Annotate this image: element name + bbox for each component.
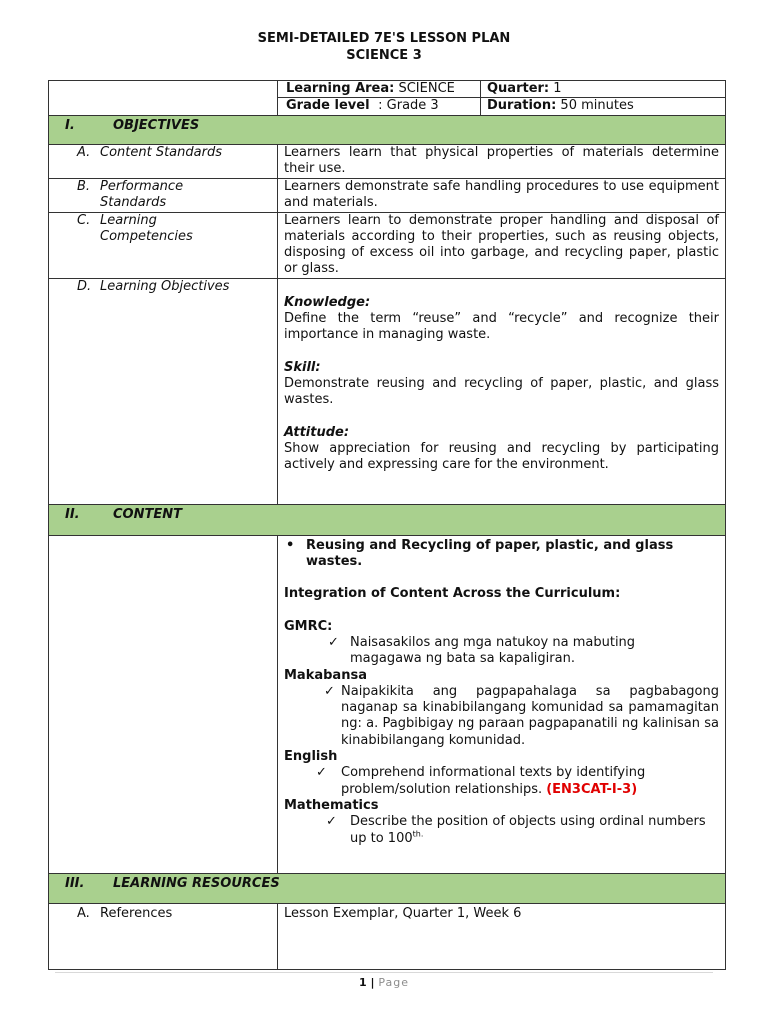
section-resources-header bbox=[49, 873, 726, 903]
bullet-icon: • bbox=[286, 537, 295, 553]
content-standards-text: Learners learn that physical properties of materials determine their use. bbox=[278, 144, 726, 178]
row-letter: A. bbox=[77, 144, 91, 160]
grade-level-cell bbox=[278, 98, 481, 115]
performance-standards-text: Learners demonstrate safe handling procedures to use equipment and materials. bbox=[278, 178, 726, 212]
learning-area-cell bbox=[278, 81, 481, 98]
quarter-label: Quarter: bbox=[487, 81, 550, 96]
quarter-cell bbox=[481, 81, 726, 98]
mathematics-text: Describe the position of objects using ordinal numbers up to 100 bbox=[350, 814, 706, 846]
check-icon: ✓ bbox=[316, 765, 327, 781]
mathematics-label: Mathematics bbox=[284, 797, 379, 813]
blank-cell bbox=[49, 535, 278, 873]
content-bullet bbox=[284, 538, 719, 571]
page-footer bbox=[0, 976, 768, 989]
makabansa-text: Naipakikita ang pagpapahalaga sa pagbabagong naganap sa kinabibilangang komunidad sa pamamagitan ng: a. Pagbibigay ng paraan pagpapanatili ng kalinisan sa kinabibilangang komunidad. bbox=[341, 683, 719, 748]
row-letter: C. bbox=[77, 212, 91, 228]
section-number: III. bbox=[65, 875, 85, 891]
row-letter: A. bbox=[77, 905, 90, 921]
row-letter: D. bbox=[77, 278, 92, 294]
performance-standards-label bbox=[49, 178, 278, 212]
mathematics-item bbox=[284, 814, 719, 847]
section-title: CONTENT bbox=[113, 506, 182, 522]
row-label: Content Standards bbox=[100, 144, 222, 160]
attitude-text: Show appreciation for reusing and recycling by participating actively and expressing care for the environment. bbox=[284, 440, 719, 473]
gmrc-text: Naisasakilos ang mga natukoy na mabuting magagawa ng bata sa kapaligiran. bbox=[350, 634, 636, 667]
document-title: SEMI-DETAILED 7E'S LESSON PLAN bbox=[257, 31, 511, 46]
references-text: Lesson Exemplar, Quarter 1, Week 6 bbox=[278, 903, 726, 969]
attitude-label: Attitude: bbox=[284, 424, 350, 440]
row-label: References bbox=[100, 905, 173, 921]
duration-label: Duration: bbox=[487, 98, 557, 114]
integration-title: Integration of Content Across the Curriculum: bbox=[284, 586, 621, 602]
check-icon: ✓ bbox=[324, 683, 335, 699]
duration-cell bbox=[481, 98, 726, 115]
section-number: I. bbox=[65, 117, 75, 133]
learning-area-value: SCIENCE bbox=[394, 81, 455, 96]
footer-divider bbox=[55, 972, 713, 973]
gmrc-label: GMRC: bbox=[284, 618, 333, 634]
blank-cell bbox=[49, 81, 278, 116]
check-icon: ✓ bbox=[328, 634, 339, 650]
makabansa-label: Makabansa bbox=[284, 667, 367, 683]
duration-value: 50 minutes bbox=[556, 98, 634, 114]
learning-objectives-label bbox=[49, 278, 278, 504]
english-label: English bbox=[284, 749, 338, 765]
references-label bbox=[49, 903, 278, 969]
content-cell bbox=[278, 535, 726, 873]
english-code: (EN3CAT-I-3) bbox=[546, 781, 638, 797]
section-title: OBJECTIVES bbox=[113, 117, 200, 133]
learning-competencies-label bbox=[49, 212, 278, 278]
knowledge-text: Define the term “reuse” and “recycle” and recognize their importance in managing waste. bbox=[284, 311, 719, 343]
skill-label: Skill: bbox=[284, 359, 321, 375]
ordinal-superscript: th. bbox=[412, 829, 424, 839]
skill-text: Demonstrate reusing and recycling of paper, plastic, and glass wastes. bbox=[284, 375, 719, 408]
section-number: II. bbox=[65, 506, 80, 522]
grade-level-value: : Grade 3 bbox=[374, 98, 439, 114]
content-standards-label bbox=[49, 144, 278, 178]
lesson-plan-table bbox=[48, 80, 726, 970]
learning-competencies-text: Learners learn to demonstrate proper handling and disposal of materials according to their properties, such as reusing objects, disposing of excess oil into garbage, and recycling paper, plastic or glass. bbox=[278, 212, 726, 278]
section-content-header bbox=[49, 504, 726, 535]
makabansa-item bbox=[284, 684, 719, 749]
quarter-value: 1 bbox=[549, 81, 562, 96]
grade-level-label: Grade level bbox=[286, 98, 370, 114]
row-label: Learning Competencies bbox=[100, 212, 193, 244]
knowledge-label: Knowledge: bbox=[284, 294, 371, 310]
learning-objectives-content bbox=[278, 278, 726, 504]
page-number: 1 bbox=[359, 976, 367, 989]
gmrc-item bbox=[284, 635, 719, 668]
english-item bbox=[284, 765, 719, 798]
english-text: Comprehend informational texts by identifying problem/solution relationships. bbox=[341, 765, 646, 797]
check-icon: ✓ bbox=[326, 814, 337, 830]
content-bullet-text: Reusing and Recycling of paper, plastic, and glass wastes. bbox=[306, 537, 674, 570]
learning-area-label: Learning Area: bbox=[286, 81, 395, 96]
document-subtitle: SCIENCE 3 bbox=[346, 48, 422, 63]
row-label: Performance Standards bbox=[100, 178, 184, 210]
section-objectives-header bbox=[49, 115, 726, 144]
section-title: LEARNING RESOURCES bbox=[113, 875, 280, 891]
footer-separator: | bbox=[366, 976, 379, 989]
page-word: Page bbox=[378, 976, 409, 989]
row-letter: B. bbox=[77, 178, 91, 194]
row-label: Learning Objectives bbox=[100, 278, 230, 294]
